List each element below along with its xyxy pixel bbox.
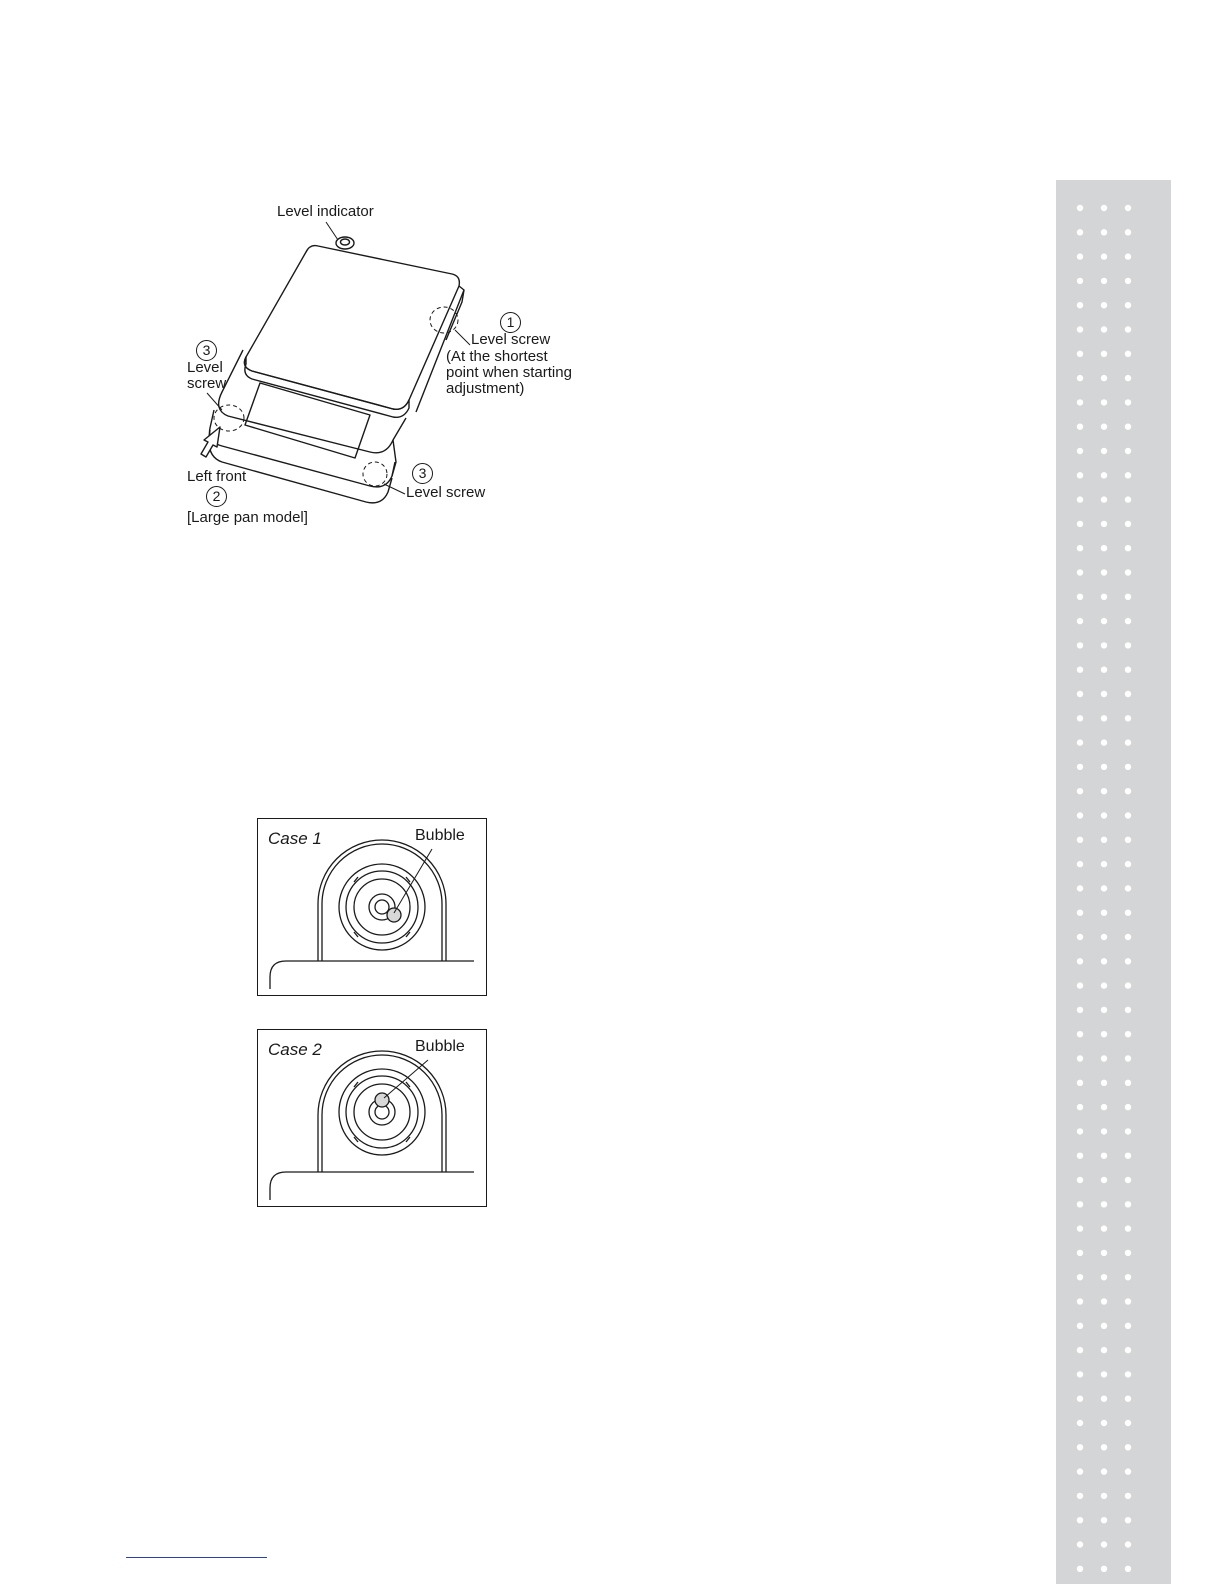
sidebar-dot: [1077, 1007, 1083, 1013]
sidebar-dot: [1125, 618, 1131, 624]
screw-3-left-number: 3: [196, 340, 217, 361]
sidebar-dot: [1125, 375, 1131, 381]
sidebar-dot: [1101, 253, 1107, 259]
level-indicator-label: Level indicator: [277, 203, 374, 220]
case-2-bubble-label: Bubble: [415, 1038, 465, 1055]
sidebar-dot: [1101, 618, 1107, 624]
screw-1-note-line-1: (At the shortest: [446, 348, 548, 365]
sidebar-dot: [1077, 618, 1083, 624]
sidebar-dot: [1101, 642, 1107, 648]
sidebar-dot: [1077, 545, 1083, 551]
sidebar-dot: [1077, 205, 1083, 211]
sidebar-dot: [1101, 496, 1107, 502]
sidebar-dot: [1077, 764, 1083, 770]
sidebar-dot: [1125, 1274, 1131, 1280]
sidebar-dot: [1125, 837, 1131, 843]
sidebar-dot: [1077, 982, 1083, 988]
sidebar-dot: [1101, 278, 1107, 284]
sidebar-dot: [1125, 691, 1131, 697]
case-1-bubble-label: Bubble: [415, 827, 465, 844]
sidebar-dot: [1101, 861, 1107, 867]
sidebar-dot: [1101, 448, 1107, 454]
sidebar-dot: [1077, 326, 1083, 332]
sidebar-dot: [1125, 667, 1131, 673]
sidebar-dot: [1077, 351, 1083, 357]
sidebar-dot: [1125, 1468, 1131, 1474]
sidebar-dot: [1101, 1031, 1107, 1037]
sidebar-dot: [1077, 1031, 1083, 1037]
sidebar-dot: [1125, 812, 1131, 818]
sidebar-dot: [1077, 1566, 1083, 1572]
sidebar-dot: [1077, 934, 1083, 940]
sidebar-dot: [1125, 521, 1131, 527]
sidebar-dot: [1101, 910, 1107, 916]
sidebar-dot: [1077, 229, 1083, 235]
sidebar-dot: [1101, 764, 1107, 770]
sidebar-dot: [1125, 958, 1131, 964]
sidebar-dot: [1077, 399, 1083, 405]
sidebar-dot: [1125, 788, 1131, 794]
model-caption: [Large pan model]: [187, 509, 308, 526]
sidebar-dot: [1077, 1420, 1083, 1426]
sidebar-dot: [1101, 1420, 1107, 1426]
sidebar-dot: [1125, 545, 1131, 551]
screw-3-left-label-line-1: Level: [187, 359, 223, 376]
screw-1-note-line-2: point when starting: [446, 364, 572, 381]
sidebar-dot: [1077, 715, 1083, 721]
sidebar-dot: [1101, 569, 1107, 575]
sidebar-dot: [1077, 375, 1083, 381]
sidebar-dot: [1125, 399, 1131, 405]
sidebar-dot: [1077, 1323, 1083, 1329]
left-front-number: 2: [206, 486, 227, 507]
sidebar-dot: [1101, 1468, 1107, 1474]
sidebar-dot: [1125, 1347, 1131, 1353]
sidebar-dot: [1101, 399, 1107, 405]
screw-1-note-line-3: adjustment): [446, 380, 525, 397]
sidebar-dot: [1125, 448, 1131, 454]
sidebar-dot: [1101, 472, 1107, 478]
sidebar-dot: [1101, 715, 1107, 721]
sidebar-dot: [1077, 1250, 1083, 1256]
sidebar-dot: [1077, 1468, 1083, 1474]
sidebar-dot: [1125, 1493, 1131, 1499]
sidebar-dot: [1101, 1444, 1107, 1450]
sidebar-dot: [1077, 496, 1083, 502]
sidebar-dot: [1125, 1007, 1131, 1013]
screw-3-right-label: Level screw: [406, 484, 486, 501]
sidebar-dot: [1101, 1298, 1107, 1304]
case-2-title: Case 2: [268, 1040, 322, 1059]
sidebar-dot: [1101, 788, 1107, 794]
sidebar-dot: [1101, 1080, 1107, 1086]
sidebar-dot: [1125, 326, 1131, 332]
sidebar-dot: [1077, 1298, 1083, 1304]
sidebar-dot: [1101, 934, 1107, 940]
sidebar-dot: [1125, 934, 1131, 940]
sidebar-dot: [1125, 1104, 1131, 1110]
sidebar-dot: [1125, 205, 1131, 211]
sidebar-dot: [1077, 812, 1083, 818]
sidebar-dot: [1077, 1371, 1083, 1377]
sidebar-dot: [1077, 1153, 1083, 1159]
sidebar-dot: [1125, 351, 1131, 357]
sidebar-dot: [1101, 1274, 1107, 1280]
sidebar-dot: [1125, 1177, 1131, 1183]
sidebar-dot: [1077, 642, 1083, 648]
case-1-title: Case 1: [268, 829, 322, 848]
sidebar-dot: [1125, 764, 1131, 770]
sidebar-dot: [1101, 691, 1107, 697]
screw-1-label: Level screw: [471, 331, 551, 348]
sidebar-dot: [1101, 1541, 1107, 1547]
sidebar-dot: [1101, 1566, 1107, 1572]
sidebar-dot: [1125, 1298, 1131, 1304]
sidebar-dot: [1077, 521, 1083, 527]
sidebar-dot: [1101, 1517, 1107, 1523]
sidebar-dot: [1125, 229, 1131, 235]
sidebar-dot: [1101, 1493, 1107, 1499]
case-1-figure: [257, 818, 487, 996]
sidebar-dot: [1101, 594, 1107, 600]
left-front-label: Left front: [187, 468, 247, 485]
sidebar-dot: [1125, 1128, 1131, 1134]
sidebar-dot: [1125, 885, 1131, 891]
sidebar-dot: [1101, 667, 1107, 673]
sidebar-dot: [1125, 253, 1131, 259]
sidebar-dot: [1125, 739, 1131, 745]
sidebar-dot: [1101, 326, 1107, 332]
footer-rule: [126, 1557, 267, 1558]
sidebar-dot: [1101, 1153, 1107, 1159]
sidebar-dot: [1077, 788, 1083, 794]
sidebar-dot: [1125, 1201, 1131, 1207]
sidebar-dot: [1077, 253, 1083, 259]
sidebar-dot: [1101, 812, 1107, 818]
sidebar-dot: [1077, 278, 1083, 284]
sidebar-dot: [1077, 1347, 1083, 1353]
sidebar-dot: [1101, 545, 1107, 551]
sidebar-dot: [1077, 472, 1083, 478]
sidebar-dot: [1077, 1396, 1083, 1402]
screw-3-right-number: 3: [412, 463, 433, 484]
sidebar-dot: [1125, 1031, 1131, 1037]
sidebar-dot: [1077, 885, 1083, 891]
sidebar-dot: [1101, 958, 1107, 964]
sidebar-dot: [1077, 448, 1083, 454]
sidebar-dot: [1077, 739, 1083, 745]
sidebar-dot: [1077, 691, 1083, 697]
sidebar-dot: [1125, 302, 1131, 308]
sidebar-dot: [1101, 302, 1107, 308]
sidebar-dot: [1101, 521, 1107, 527]
sidebar-dot: [1077, 861, 1083, 867]
sidebar-dot: [1077, 302, 1083, 308]
sidebar-dot: [1077, 1225, 1083, 1231]
sidebar-dot: [1077, 1517, 1083, 1523]
sidebar-dot: [1125, 1541, 1131, 1547]
balance-drawing: [0, 0, 1224, 560]
sidebar-dot: [1077, 958, 1083, 964]
sidebar-dot: [1077, 1080, 1083, 1086]
sidebar-dot: [1101, 1225, 1107, 1231]
decorative-sidebar: [1056, 180, 1171, 1584]
sidebar-dot: [1077, 594, 1083, 600]
sidebar-dot: [1077, 1201, 1083, 1207]
sidebar-dot: [1101, 1128, 1107, 1134]
sidebar-dot: [1077, 1104, 1083, 1110]
sidebar-dot: [1101, 1371, 1107, 1377]
screw-3-left-label-line-2: screw: [187, 375, 227, 392]
sidebar-dot: [1125, 861, 1131, 867]
sidebar-dot: [1077, 1177, 1083, 1183]
sidebar-dot: [1125, 910, 1131, 916]
sidebar-dot: [1077, 1055, 1083, 1061]
sidebar-dot: [1101, 205, 1107, 211]
sidebar-dot: [1101, 1396, 1107, 1402]
sidebar-dot: [1077, 1274, 1083, 1280]
sidebar-dot: [1077, 837, 1083, 843]
sidebar-dot: [1125, 1517, 1131, 1523]
sidebar-dot: [1101, 1007, 1107, 1013]
sidebar-dot: [1101, 1201, 1107, 1207]
sidebar-dot: [1125, 1420, 1131, 1426]
sidebar-dot: [1125, 1396, 1131, 1402]
sidebar-dot: [1125, 594, 1131, 600]
sidebar-dot: [1101, 739, 1107, 745]
sidebar-dot: [1101, 837, 1107, 843]
sidebar-dot: [1125, 496, 1131, 502]
sidebar-dot: [1125, 472, 1131, 478]
sidebar-dot: [1077, 1444, 1083, 1450]
sidebar-dot: [1101, 1055, 1107, 1061]
sidebar-dot: [1077, 667, 1083, 673]
sidebar-dot: [1077, 1493, 1083, 1499]
screw-1-number: 1: [500, 312, 521, 333]
sidebar-dot: [1101, 351, 1107, 357]
sidebar-dot: [1101, 982, 1107, 988]
sidebar-dot: [1125, 1225, 1131, 1231]
case-2-figure: [257, 1029, 487, 1207]
sidebar-dot: [1125, 1080, 1131, 1086]
sidebar-dot: [1077, 910, 1083, 916]
sidebar-dot: [1077, 1541, 1083, 1547]
sidebar-dot: [1125, 715, 1131, 721]
sidebar-dot: [1125, 278, 1131, 284]
sidebar-dot: [1125, 1153, 1131, 1159]
sidebar-dot: [1077, 424, 1083, 430]
sidebar-dot: [1101, 1250, 1107, 1256]
sidebar-dot: [1101, 424, 1107, 430]
sidebar-dot: [1125, 569, 1131, 575]
sidebar-dot: [1101, 1104, 1107, 1110]
sidebar-dot: [1125, 982, 1131, 988]
sidebar-dot: [1077, 569, 1083, 575]
sidebar-dot: [1101, 375, 1107, 381]
sidebar-dot: [1101, 1347, 1107, 1353]
sidebar-dot: [1125, 1371, 1131, 1377]
sidebar-dot: [1125, 1055, 1131, 1061]
sidebar-dot: [1125, 1250, 1131, 1256]
sidebar-dot-pattern: [1056, 180, 1171, 1584]
sidebar-dot: [1125, 1444, 1131, 1450]
sidebar-dot: [1101, 1177, 1107, 1183]
sidebar-dot: [1101, 885, 1107, 891]
sidebar-dot: [1125, 642, 1131, 648]
sidebar-dot: [1101, 1323, 1107, 1329]
sidebar-dot: [1101, 229, 1107, 235]
sidebar-dot: [1125, 1566, 1131, 1572]
sidebar-dot: [1125, 424, 1131, 430]
sidebar-dot: [1077, 1128, 1083, 1134]
sidebar-dot: [1125, 1323, 1131, 1329]
